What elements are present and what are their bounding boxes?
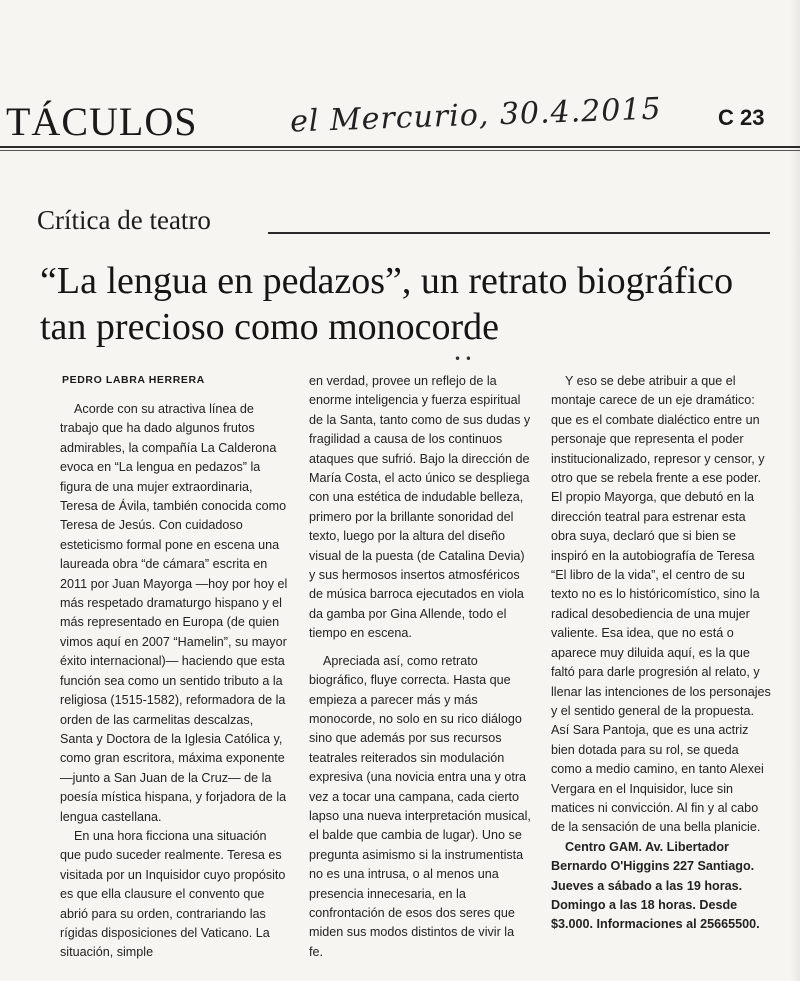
paragraph: en verdad, provee un reflejo de la enorme inteligencia y fuerza espiritual de la Santa, tanto como de sus dudas y fragilidad a causa de los continuos ataques que sufrió. Bajo la dirección de María Costa, el acto único se despliega con una estética de indudable belleza, primero por la brillante sonoridad del texto, luego por la altura del diseño visual de la puesta (de Catalina Devia) y sus hermosos insertos atmosféricos de música barroca ejecutados en viola da gamba por Gina Allende, todo el tiempo en escena. — [309, 374, 531, 641]
section-name: TÁCULOS — [6, 99, 198, 144]
article-column-2 — [309, 372, 531, 962]
article-byline: PEDRO LABRA HERRERA — [62, 374, 205, 386]
page-number: C 23 — [718, 105, 765, 130]
paragraph: Y eso se debe atribuir a que el montaje carece de un eje dramático: que es el combate dialéctico entre un personaje que representa el poder institucionalizado, represor y censor, y otro que se rebela frente a ese poder. El propio Mayorga, que debutó en la dirección teatral para estrenar esta obra suya, declaró que si bien se inspiró en la autobiografía de Teresa “El libro de la vida”, el centro de su texto no es lo históricomístico, sino la radical desobediencia de una mujer valiente. Esa idea, que no está o aparece muy diluida aquí, es la que faltó para darle progresión al relato, y llenar las intenciones de los personajes y el sentido general de la propuesta. Así Sara Pantoja, que es una actriz bien dotada para su rol, se queda como a medio camino, en tanto Alexei Vergara en el Inquisidor, luce sin matices ni convicción. Al fin y al cabo de la sensación de una bella planicie. — [551, 374, 771, 835]
article-headline: “La lengua en pedazos”, un retrato biográfico tan precioso como monocorde — [40, 260, 734, 348]
paragraph: Acorde con su atractiva línea de trabajo que ha dado algunos frutos admirables, la compañía La Calderona evoca en “La lengua en pedazos” la figura de una mujer extraordinaria, Teresa de Ávila, también conocida como Teresa de Jesús. Con cuidadoso esteticismo formal pone en escena una laureada obra “de cámara” escrita en 2011 por Juan Mayorga —hoy por hoy el más respetado dramaturgo hispano y el más representado en Europa (de quien vimos aquí en 2007 “Hamelin”, su mayor éxito internacional)— haciendo que esta función sea como un sentido tributo a la religiosa (1515-1582), reformadora de la orden de las carmelitas descalzas, Santa y Doctora de la Iglesia Católica y, como gran escritora, máxima exponente —junto a San Juan de la Cruz— de la poesía mística hispana, y forjadora de la lengua castellana. — [60, 402, 288, 824]
article-column-1 — [60, 400, 288, 963]
article-column-3 — [551, 372, 771, 935]
paragraph: En una hora ficciona una situación que pudo suceder realmente. Teresa es visitada por un Inquisidor cuyo propósito es que ella clausure el convento que abrió para su orden, contrariando las rígidas disposiciones del Vaticano. La situación, simple — [60, 828, 286, 960]
paragraph: Apreciada así, como retrato biográfico, fluye correcta. Hasta que empieza a parecer más y más monocorde, no solo en su rico diálogo sino que además por sus recursos teatrales reiterados sin modulación expresiva (una novicia entra una y otra vez a tocar una campana, cada cierto lapso una nueva interpretación musical, el balde que cambia de lugar). Uno se pregunta asimismo si la instrumentista no es una intrusa, o al menos una presencia innecesaria, en la confrontación de esos dos seres que miden sus modos distintos de vivir la fe. — [309, 653, 531, 959]
article-kicker: Crítica de teatro — [37, 205, 211, 235]
scan-speck: • • — [454, 352, 472, 366]
header-rule — [0, 146, 800, 148]
kicker-rule — [268, 232, 770, 234]
event-info: Centro GAM. Av. Libertador Bernardo O'Higgins 227 Santiago. Jueves a sábado a las 19 horas. Domingo a las 18 horas. Desde $3.000. Informaciones al 25665500. — [551, 839, 760, 932]
scan-edge-shadow — [790, 0, 800, 981]
handwritten-source-note: el Mercurio, 30.4.2015 — [289, 91, 663, 140]
header-rule-thin — [0, 150, 800, 151]
